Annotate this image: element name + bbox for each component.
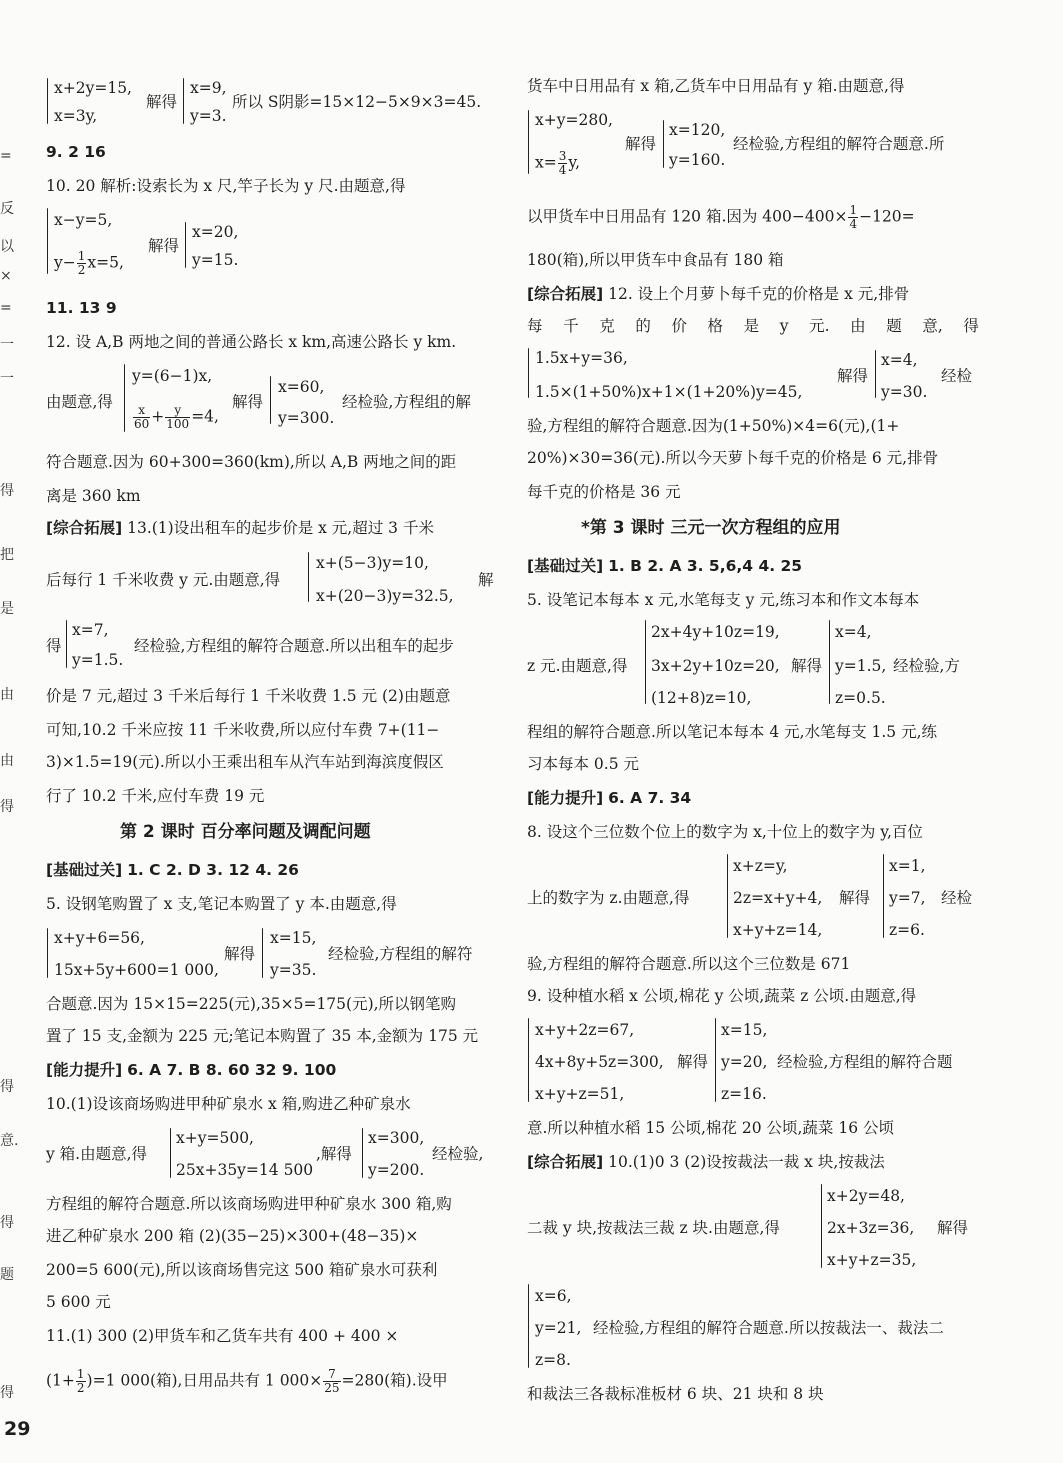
equation: x+z=y, (733, 857, 788, 875)
text: 经检验,方程组的解符合题 (777, 1053, 953, 1071)
fraction: $\frac{7}{25}$ (324, 1367, 340, 1395)
text: 解得 (791, 657, 823, 675)
text: 解得 (146, 93, 178, 111)
equation: x= $\frac{3}{4}$ y, (535, 149, 580, 177)
section-tag: [综合拓展] (46, 519, 123, 537)
text: 经检验,方 (893, 657, 960, 675)
solution: z=8. (535, 1351, 571, 1369)
solution: y=7, (889, 889, 926, 907)
equation: x+y+z=51, (535, 1085, 625, 1103)
brace (362, 1128, 363, 1178)
text: 习本每本 0.5 元 (527, 755, 640, 773)
solution: y=15. (192, 251, 239, 269)
word: 克 (599, 317, 615, 335)
equation: x+y+6=56, (54, 929, 145, 947)
text: 经检验, (432, 1145, 484, 1163)
question-line: 10.(1)设该商场购进甲种矿泉水 x 箱,购进乙种矿泉水 (46, 1095, 411, 1113)
equation: 1.5x+y=36, (535, 349, 628, 367)
equation: x−y=5, (54, 211, 113, 229)
solution: x=20, (192, 223, 239, 241)
solution: y=3. (190, 107, 227, 125)
text: 解得 (839, 889, 871, 907)
text: y 箱.由题意,得 (46, 1145, 148, 1163)
answer-line: 11. 13 9 (46, 299, 117, 317)
question-line: 8. 设这个三位数个位上的数字为 x,十位上的数字为 y,百位 (527, 823, 923, 841)
text: 由题意,得 (46, 393, 113, 411)
equation: x+(5−3)y=10, (316, 554, 429, 572)
section-tag: [能力提升] (46, 1061, 123, 1079)
equation: x+y+2z=67, (535, 1021, 635, 1039)
solution: y=1.5, (835, 657, 887, 675)
text: [能力提升] 6. A 7. 34 (527, 789, 692, 807)
brace (875, 350, 876, 398)
text: (1+ $\frac{1}{2}$ )=1 000(箱),日用品共有 1 000× $\frac{7}{25}$ =280(箱).设甲 (46, 1367, 448, 1395)
brace (727, 854, 728, 938)
margin-fragment: 题 (0, 1267, 14, 1283)
text: 可知,10.2 千米应按 11 千米收费,所以应付车费 7+(11− (46, 721, 440, 739)
text: 经检验,方程组的解符合题意.所以出租车的起步 (134, 637, 454, 655)
text: 解得 (837, 367, 869, 385)
solution: x=60, (278, 378, 325, 396)
solution: x=1, (889, 857, 926, 875)
margin-fragment: 得 (0, 1215, 14, 1231)
text: [基础过关] 1. C 2. D 3. 12 4. 26 (46, 861, 299, 879)
text: 经检 (941, 889, 973, 907)
equation: $\frac{x}{60}$ + $\frac{y}{100}$ =4, (134, 403, 219, 431)
brace (528, 1284, 529, 1368)
margin-fragment: 得 (0, 483, 14, 499)
brace (47, 208, 48, 274)
brace (528, 110, 529, 174)
lesson-title: 第 2 课时 百分率问题及调配问题 (120, 822, 371, 842)
text: 验,方程组的解符合题意.所以这个三位数是 671 (527, 955, 851, 973)
text: [基础过关] 1. B 2. A 3. 5,6,4 4. 25 (527, 557, 803, 575)
margin-fragment: 一 (0, 337, 14, 353)
margin-fragment: × (0, 268, 12, 284)
solution: z=16. (721, 1085, 767, 1103)
solution: x=15, (270, 929, 317, 947)
text: 离是 360 km (46, 487, 141, 505)
solution: x=7, (72, 621, 109, 639)
equation: x+(20−3)y=32.5, (316, 587, 454, 605)
text: 上的数字为 z.由题意,得 (527, 889, 690, 907)
solution: y=30. (881, 383, 928, 401)
section-tag: [基础过关] (527, 557, 604, 575)
text: 经检验,方程组的解符合题意.所以按裁法一、裁法二 (593, 1319, 944, 1337)
text: 经检验,方程组的解符 (328, 945, 473, 963)
margin-fragment: 得 (0, 1079, 14, 1095)
word: 题 (886, 317, 902, 335)
solution: y=35. (270, 961, 317, 979)
solution: y=200. (368, 1161, 425, 1179)
question-line: 9. 设种植水稻 x 公顷,棉花 y 公顷,蔬菜 z 公顷.由题意,得 (527, 987, 917, 1005)
brace (47, 928, 48, 978)
text: 解得 (232, 393, 264, 411)
brace (645, 620, 646, 704)
question-line: 10. 20 解析:设索长为 x 尺,竿子长为 y 尺.由题意,得 (46, 177, 406, 195)
word: 由 (850, 317, 866, 335)
brace (183, 78, 184, 124)
text: 货车中日用品有 x 箱,乙货车中日用品有 y 箱.由题意,得 (527, 77, 905, 95)
text: z 元.由题意,得 (527, 657, 628, 675)
equation: 2x+4y+10z=19, (651, 623, 780, 641)
equation: x+y=500, (176, 1129, 254, 1147)
text: 验,方程组的解符合题意.因为(1+50%)×4=6(元),(1+ (527, 417, 900, 435)
solution: x=15, (721, 1021, 768, 1039)
text: 经检验,方程组的解 (342, 393, 471, 411)
margin-fragment: = (0, 300, 12, 316)
text: 意.所以种植水稻 15 公顷,棉花 20 公顷,蔬菜 16 公顷 (527, 1119, 895, 1137)
question-line: 11.(1) 300 (2)甲货车和乙货车共有 400 + 400 × (46, 1327, 399, 1345)
fraction: $\frac{x}{60}$ (134, 403, 150, 431)
fraction: $\frac{3}{4}$ (558, 149, 567, 177)
text: 所以 S阴影=15×12−5×9×3=45. (232, 93, 482, 111)
equation: x+2y=15, (54, 79, 132, 97)
solution: x=4, (881, 351, 918, 369)
equation: x+y+z=35, (827, 1251, 917, 1269)
text: 方程组的解符合题意.所以该商场购进甲种矿泉水 300 箱,购 (46, 1195, 452, 1213)
text: 经检验,方程组的解符合题意.所 (733, 135, 945, 153)
text: 行了 10.2 千米,应付车费 19 元 (46, 787, 265, 805)
text: 20%)×30=36(元).所以今天萝卜每千克的价格是 6 元,排骨 (527, 449, 939, 467)
solution: y=300. (278, 409, 335, 427)
word: 每 (527, 317, 543, 335)
text: 解 (478, 571, 494, 589)
equation: 1.5×(1+50%)x+1×(1+20%)y=45, (535, 383, 803, 401)
equation: (12+8)z=10, (651, 689, 752, 707)
text: 得 (46, 637, 62, 655)
margin-fragment: 是 (0, 601, 14, 617)
text: [综合拓展] 12. 设上个月萝卜每千克的价格是 x 元,排骨 (527, 285, 910, 303)
brace (124, 364, 125, 432)
margin-fragment: 反 (0, 201, 14, 217)
question-line: 5. 设笔记本每本 x 元,水笔每支 y 元,练习本和作文本每本 (527, 591, 920, 609)
text: 进乙种矿泉水 200 箱 (2)(35−25)×300+(48−35)× (46, 1227, 419, 1245)
solution: z=0.5. (835, 689, 886, 707)
margin-fragment: 意. (0, 1133, 19, 1149)
brace (262, 928, 263, 978)
solution: y=1.5. (72, 651, 124, 669)
text: [综合拓展] 10.(1)0 3 (2)设按裁法一裁 x 块,按裁法 (527, 1153, 885, 1171)
text: [能力提升] 6. A 7. B 8. 60 32 9. 100 (46, 1061, 337, 1079)
equation: y=(6−1)x, (132, 367, 213, 385)
text: 解得 (148, 237, 180, 255)
equation: 2z=x+y+4, (733, 889, 823, 907)
equation: x+2y=48, (827, 1187, 905, 1205)
equation: 3x+2y+10z=20, (651, 657, 780, 675)
brace (270, 376, 271, 424)
equation: y− $\frac{1}{2}$ x=5, (54, 249, 124, 277)
text: 价是 7 元,超过 3 千米后每行 1 千米收费 1.5 元 (2)由题意 (46, 687, 451, 705)
brace (528, 348, 529, 398)
equation: 15x+5y+600=1 000, (54, 961, 219, 979)
brace (66, 620, 67, 668)
text: 200=5 600(元),所以该商场售完这 500 箱矿泉水可获利 (46, 1261, 438, 1279)
brace (185, 222, 186, 268)
fraction: $\frac{y}{100}$ (166, 403, 190, 431)
word: y (779, 317, 789, 335)
text: ,解得 (316, 1145, 352, 1163)
section-tag: [基础过关] (46, 861, 123, 879)
brace (883, 854, 884, 938)
solution: x=4, (835, 623, 872, 641)
text: [综合拓展] 13.(1)设出租车的起步价是 x 元,超过 3 千米 (46, 519, 434, 537)
solution: x=6, (535, 1287, 572, 1305)
fraction: $\frac{1}{2}$ (77, 249, 86, 277)
word: 价 (671, 317, 687, 335)
margin-fragment: = (0, 148, 12, 164)
brace (47, 78, 48, 124)
page-number: 29 (4, 1418, 31, 1440)
solution: x=9, (190, 79, 227, 97)
solution: y=20, (721, 1053, 768, 1071)
section-tag: [综合拓展] (527, 285, 604, 303)
margin-fragment: 由 (0, 753, 14, 769)
text: 180(箱),所以甲货车中食品有 180 箱 (527, 251, 784, 269)
text: 解得 (224, 945, 256, 963)
margin-fragment: 得 (0, 799, 14, 815)
brace (308, 552, 309, 602)
brace (821, 1184, 822, 1268)
word: 得 (963, 317, 979, 335)
word: 格 (707, 317, 724, 335)
solution: x=300, (368, 1129, 425, 1147)
solution: x=120, (669, 121, 726, 139)
text: 每千克的价格是 36 元 (527, 483, 681, 501)
margin-fragment: 得 (0, 1385, 14, 1401)
word: 意, (922, 317, 943, 335)
equation: 4x+8y+5z=300, (535, 1053, 664, 1071)
word: 的 (635, 317, 651, 335)
text: 符合题意.因为 60+300=360(km),所以 A,B 两地之间的距 (46, 453, 457, 471)
text: 5 600 元 (46, 1293, 111, 1311)
text: 程组的解符合题意.所以笔记本每本 4 元,水笔每支 1.5 元,练 (527, 723, 938, 741)
text: 置了 15 支,金额为 225 元;笔记本购置了 35 本,金额为 175 元 (46, 1027, 479, 1045)
brace (829, 620, 830, 704)
text: 和裁法三各裁标准板材 6 块、21 块和 8 块 (527, 1385, 824, 1403)
section-tag: [综合拓展] (527, 1153, 604, 1171)
word: 千 (563, 317, 579, 335)
text: 以甲货车中日用品有 120 箱.因为 400−400× $\frac{1}{4}$ −120= (527, 203, 915, 231)
text: 解得 (625, 135, 657, 153)
equation: 25x+35y=14 500 (176, 1161, 314, 1179)
equation: 2x+3z=36, (827, 1219, 915, 1237)
justified-line (527, 316, 979, 336)
fraction: $\frac{1}{2}$ (76, 1367, 85, 1395)
text: 经检 (941, 367, 973, 385)
question-line: 12. 设 A,B 两地之间的普通公路长 x km,高速公路长 y km. (46, 333, 457, 351)
answer-line: 9. 2 16 (46, 143, 106, 161)
text: 后每行 1 千米收费 y 元.由题意,得 (46, 571, 281, 589)
text: 3)×1.5=19(元).所以小王乘出租车从汽车站到海滨度假区 (46, 753, 444, 771)
brace (663, 120, 664, 168)
text: 解得 (937, 1219, 969, 1237)
margin-fragment: 由 (0, 687, 14, 703)
word: 元. (809, 317, 830, 335)
brace (715, 1018, 716, 1102)
brace (170, 1128, 171, 1178)
margin-fragment: 以 (0, 239, 14, 255)
word: 是 (743, 317, 760, 335)
equation: x+y+z=14, (733, 921, 823, 939)
brace (528, 1018, 529, 1102)
solution: y=21, (535, 1319, 582, 1337)
text: 二裁 y 块,按裁法三裁 z 块.由题意,得 (527, 1219, 780, 1237)
fraction: $\frac{1}{4}$ (849, 203, 858, 231)
equation: x+y=280, (535, 111, 613, 129)
section-tag: [能力提升] (527, 789, 604, 807)
text: 解得 (677, 1053, 709, 1071)
solution: y=160. (669, 151, 726, 169)
text: 合题意.因为 15×15=225(元),35×5=175(元),所以钢笔购 (46, 995, 457, 1013)
margin-fragment: 一 (0, 371, 14, 387)
question-line: 5. 设钢笔购置了 x 支,笔记本购置了 y 本.由题意,得 (46, 895, 397, 913)
equation: x=3y, (54, 107, 98, 125)
lesson-title: *第 3 课时 三元一次方程组的应用 (581, 518, 841, 538)
margin-fragment: 把 (0, 547, 14, 563)
solution: z=6. (889, 921, 925, 939)
